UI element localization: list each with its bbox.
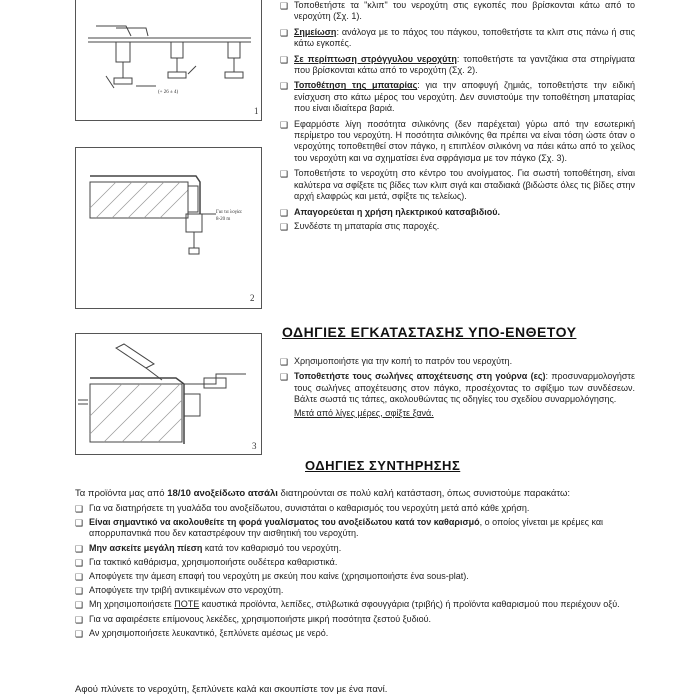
bullet-icon: ❑ <box>280 1 289 11</box>
under-item-2: ❑ Τοποθετήστε τους σωλήνες αποχέτευσης στη γούρνα (ες): προσυναρμολογήστε τους σωλήνες αποχέτευσης στον πάγκο, προσέχοντας το σφίξιμο των συνδέσεων. Βάλτε σωστά τις τάπες, ακολουθώντας τις οδηγίες του σχεδίου συναρμολόγησης. <box>280 371 635 405</box>
bullet-icon: ❑ <box>75 543 84 554</box>
under-note: Μετά από λίγες μέρες, σφίξτε ξανά. <box>294 407 434 418</box>
bullet-icon: ❑ <box>280 372 289 383</box>
figure-1-number: 1 <box>254 106 259 116</box>
maint-item-9: ❑ Αν χρησιμοποιήσετε λευκαντικό, ξεπλύνετε αμέσως με νερό. <box>75 627 329 639</box>
figure-3-drawing <box>76 334 261 454</box>
bullet-icon: ❑ <box>280 119 289 130</box>
maint-item-7: ❑ Μη χρησιμοποιήσετε ΠΟΤΕ καυστικά προϊόντα, λεπίδες, στιλβωτικά σφουγγάρια (τριβής) ή προϊόντα καθαρισμού που περιέχουν οξύ. <box>75 599 620 611</box>
bullet-icon: ❑ <box>75 600 84 611</box>
install-item-4: ❑ Τοποθέτηση της μπαταρίας: για την αποφυγή ζημιάς, τοποθετήστε την ειδική ενίσχυση στο κάτω μέρος του νεροχύτη. Δεν συνιστούμε την τοποθέτηση μπαταρίας που είναι ιδιαίτερα βαριά. <box>280 80 635 114</box>
figure-2-dim-2: 8-20 m <box>216 217 231 222</box>
bullet-icon: ❑ <box>280 357 289 367</box>
figure-2 <box>75 147 262 309</box>
install-item-3: ❑ Σε περίπτωση στρόγγυλου νεροχύτη: τοποθετήστε τα γαντζάκια στα στηρίγματα που βρίσκονται κάτω από το νεροχύτη (Σχ. 2). <box>280 53 635 76</box>
figure-1-drawing <box>76 0 261 120</box>
bullet-icon: ❑ <box>280 221 289 232</box>
bullet-icon: ❑ <box>75 614 84 625</box>
figure-1-dim: (+ 26 ± 4) <box>158 90 179 95</box>
maint-item-4: ❑ Για τακτικό καθάρισμα, χρησιμοποιήστε ουδέτερα καθαριστικά. <box>75 556 338 568</box>
maint-item-2: ❑ Είναι σημαντικό να ακολουθείτε τη φορά γυαλίσματος του ανοξείδωτου κατά τον καθαρισμό, ο οποίος γίνεται με κρέμες και απορρυπαντικά που δεν καταστρέφουν την αισθητική του νεροχύτη. <box>75 517 604 539</box>
figure-2-number: 2 <box>250 293 255 303</box>
bullet-icon: ❑ <box>75 518 84 529</box>
install-item-7: ❑ Απαγορεύεται η χρήση ηλεκτρικού κατσαβιδιού. <box>280 206 500 218</box>
maintenance-intro: Τα προϊόντα μας από 18/10 ανοξείδωτο ατσάλι διατηρούνται σε πολύ καλή κατάσταση, όπως συνιστούμε παρακάτω: <box>75 488 571 499</box>
maintenance-section <box>75 488 645 639</box>
install-item-2: ❑ Σημείωση: ανάλογα με το πάχος του πάγκου, τοποθετήστε τα κλιπ στις πάνω ή στις κάτω εγκοπές. <box>280 26 635 49</box>
figure-1 <box>75 0 262 121</box>
bullet-icon: ❑ <box>280 54 289 65</box>
maint-item-5: ❑ Αποφύγετε την άμεση επαφή του νεροχύτη με σκεύη που καίνε (χρησιμοποιήστε ένα sous-plat). <box>75 571 469 583</box>
bullet-icon: ❑ <box>280 27 289 38</box>
maint-item-3: ❑ Μην ασκείτε μεγάλη πίεση κατά τον καθαρισμό του νεροχύτη. <box>75 542 342 554</box>
bullet-icon: ❑ <box>280 169 289 180</box>
maintenance-heading: ΟΔΗΓΙΕΣ ΣΥΝΤΗΡΗΣΗΣ <box>305 458 461 473</box>
figure-3 <box>75 333 262 455</box>
maint-item-8: ❑ Για να αφαιρέσετε επίμονους λεκέδες, χρησιμοποιήστε μικρή ποσότητα ζεστού ξυδιού. <box>75 613 432 625</box>
maint-item-6: ❑ Αποφύγετε την τριβή αντικειμένων στο νεροχύτη. <box>75 585 284 597</box>
install-item-6: ❑ Τοποθετήστε το νεροχύτη στο κέντρο του ανοίγματος. Για σωστή τοποθέτηση, είναι καλύτερα να σφίξετε τις βίδες των κλιπ σιγά και σταδιακά (βιδώστε όλες τις βίδες στην αρχή ελαφρώς και μετά, σφίξτε τις τελείως). <box>280 168 635 202</box>
figure-2-drawing <box>76 148 261 308</box>
install-item-5: ❑ Εφαρμόστε λίγη ποσότητα σιλικόνης (δεν παρέχεται) γύρω από την εσωτερική περίμετρο του νεροχύτη. Η ποσότητα σιλικόνης θα πρέπει να είναι τόση ώστε όταν ο νεροχύτης τοποθετηθεί στον πάγκο, η επιπλέον σιλικόνη να πάει κάτω από το χείλος του νεροχύτη και να σχηματίσει ένα σφράγισμα με τον πάγκο (Σχ. 3). <box>280 118 635 163</box>
bullet-icon: ❑ <box>75 557 84 568</box>
bullet-icon: ❑ <box>75 586 84 597</box>
bullet-icon: ❑ <box>75 572 84 583</box>
bullet-icon: ❑ <box>75 504 84 514</box>
bullet-icon: ❑ <box>280 81 289 92</box>
install-item-1: ❑ Τοποθετήστε τα "κλιπ" του νεροχύτη στις εγκοπές που βρίσκονται κάτω από το νεροχύτη (Σχ. 1). <box>280 0 635 22</box>
under-item-1: ❑ Χρησιμοποιήστε για την κοπή το πατρόν του νεροχύτη. <box>280 356 513 367</box>
under-mount-list <box>280 356 635 419</box>
bullet-icon: ❑ <box>280 207 289 218</box>
figure-3-number: 3 <box>252 441 257 451</box>
maint-item-1: ❑ Για να διατηρήσετε τη γυαλάδα του ανοξείδωτου, συνιστάται ο καθαρισμός του νεροχύτη μετά από κάθε χρήση. <box>75 503 530 514</box>
install-item-8: ❑ Συνδέστε τη μπαταρία στις παροχές. <box>280 220 440 232</box>
install-list <box>280 0 635 232</box>
under-mount-heading: ΟΔΗΓΙΕΣ ΕΓΚΑΤΑΣΤΑΣΗΣ ΥΠΟ-ΕΝΘΕΤΟΥ <box>282 324 577 340</box>
bullet-icon: ❑ <box>75 628 84 639</box>
figure-2-dim-1: Για τα λογία: <box>216 210 243 215</box>
maintenance-footer: Αφού πλύνετε το νεροχύτη, ξεπλύνετε καλά και σκουπίστε τον με ένα πανί. <box>75 684 388 695</box>
